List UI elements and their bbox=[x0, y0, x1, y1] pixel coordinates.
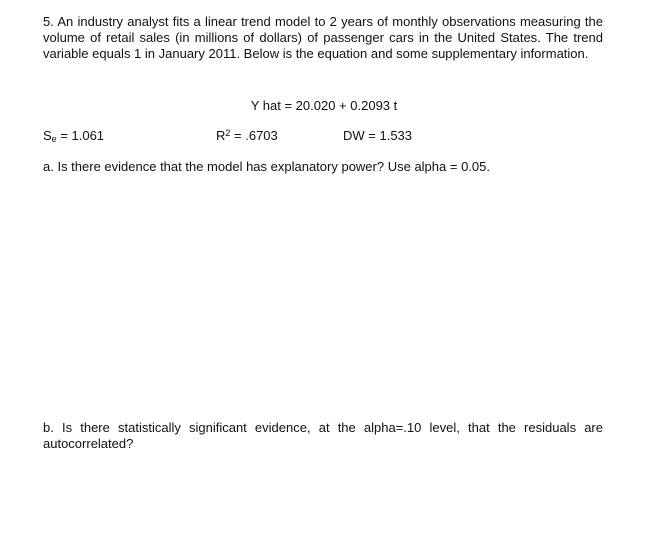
r2-symbol: R bbox=[216, 128, 226, 143]
r2-value: = .6703 bbox=[230, 128, 278, 143]
se-symbol: S bbox=[43, 128, 52, 143]
question-b: b. Is there statistically significant evidence, at the alpha=.10 level, that the residuals are autocorrelated? bbox=[43, 420, 603, 451]
r2-superscript: 2 bbox=[225, 128, 231, 138]
se-subscript: e bbox=[51, 134, 57, 144]
question-a: a. Is there evidence that the model has explanatory power? Use alpha = 0.05. bbox=[43, 159, 490, 174]
problem-statement: 5. An industry analyst fits a linear trend model to 2 years of monthly observations measuring the volume of retail sales (in millions of dollars) of passenger cars in the United States. The trend variable equals 1 in January 2011. Below is the equation and some supplementary information. bbox=[43, 14, 603, 61]
standard-error-stat bbox=[43, 128, 104, 144]
regression-equation: Y hat = 20.020 + 0.2093 t bbox=[250, 98, 398, 113]
r-squared-stat bbox=[216, 128, 278, 144]
se-value: = 1.061 bbox=[56, 128, 105, 143]
durbin-watson-stat: DW = 1.533 bbox=[343, 128, 413, 143]
